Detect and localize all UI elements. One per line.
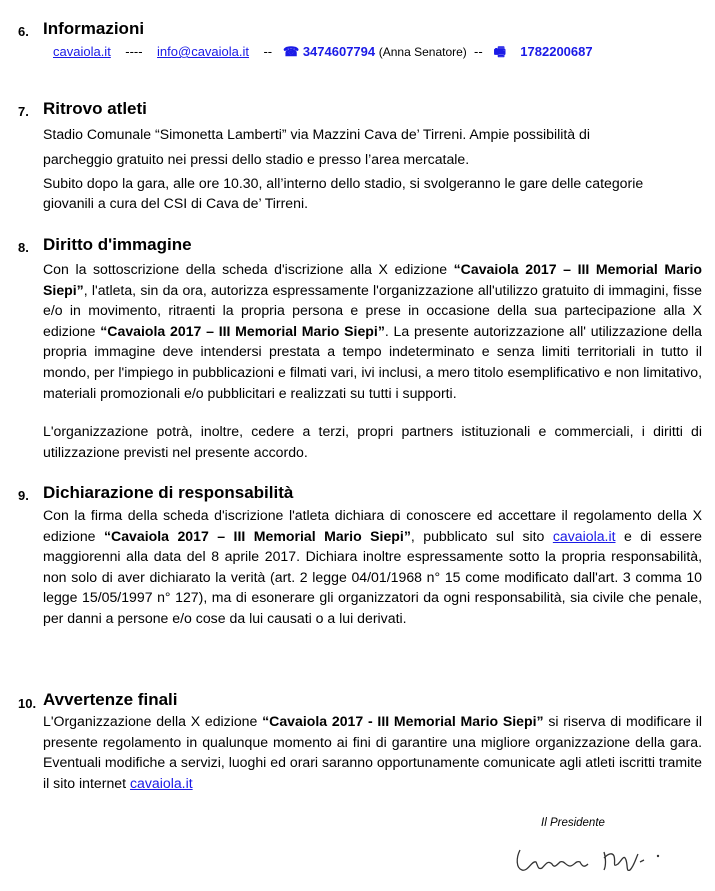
text-line: Subito dopo la gara, alle ore 10.30, all’interno dello stadio, si svolgeranno le gare delle categorie <box>43 175 644 191</box>
text: L'Organizzazione della X edizione <box>43 713 263 729</box>
text: , pubblicato sul sito <box>410 527 553 544</box>
section-number: 8. <box>18 240 29 255</box>
section-number: 6. <box>18 24 29 39</box>
text: e di essere maggiorenni alla data del 8 aprile 2017. Dichiara inoltre espressamente sotto la propria responsabilità, non solo di aver dichiarato la verità (art. 2 legge 04/01/1968 n° 15 come modificato dall'art. 3 comma 10 legge 15/05/1997 n° 127), ma di esonerare gli organizzatori da ogni responsabilità, sia civile che penale, per danni a persone e/o cose da lui causati o a lui derivati. <box>43 527 703 626</box>
paragraph-responsibility <box>43 505 702 629</box>
text-line: Stadio Comunale “Simonetta Lamberti” via Mazzini Cava de’ Tirreni. Ampie possibilità di <box>43 126 591 142</box>
text: si riserva di modificare il presente regolamento in qualunque momento ai fini di garantire una migliore organizzazione della gara. Eventuali modifiche a servizi, luoghi ed orari saranno opportunamente comunicate agli atleti iscritti tramite il sito internet <box>43 713 703 791</box>
paragraph-rights <box>43 259 702 403</box>
separator: -- <box>263 44 273 59</box>
phone-number: 3474607794 <box>302 44 376 59</box>
paragraph-warnings <box>43 711 702 793</box>
section-number: 10. <box>18 696 37 711</box>
site-link[interactable]: cavaiola.it <box>53 44 111 59</box>
text: Con la firma della scheda d'iscrizione l'atleta dichiara di conoscere ed accettare il regolamento della X edizione <box>43 507 702 544</box>
event-name: “Cavaiola 2017 – III Memorial Mario Siepi” <box>43 261 702 298</box>
phone-icon: ☎ <box>282 44 300 59</box>
paragraph-transfer: L'organizzazione potrà, inoltre, cedere a terzi, propri partners istituzionali e commerciali, i diritti di utilizzazione previsti nel presente accordo. <box>43 423 702 460</box>
signature <box>508 830 688 880</box>
section-number: 7. <box>18 104 29 119</box>
section-title-diritto: Diritto d'immagine <box>43 235 192 254</box>
phone-note: (Anna Senatore) <box>378 45 467 59</box>
fax-number: 1782200687 <box>520 44 593 59</box>
event-name: “Cavaiola 2017 - III Memorial Mario Siepi” <box>262 713 544 729</box>
section-title-avvertenze: Avvertenze finali <box>43 690 178 709</box>
section-title-dichiarazione: Dichiarazione di responsabilità <box>43 483 294 502</box>
text: Con la sottoscrizione della scheda d'iscrizione alla X edizione <box>43 261 454 277</box>
text-line: parcheggio gratuito nei pressi dello stadio e presso l’area mercatale. <box>43 151 470 167</box>
site-link[interactable]: cavaiola.it <box>129 774 193 791</box>
president-label: Il Presidente <box>541 817 605 829</box>
separator: -- <box>474 44 483 59</box>
section-number: 9. <box>18 488 29 503</box>
text-line: giovanili a cura del CSI di Cava de’ Tirreni. <box>43 195 309 211</box>
text: . La presente autorizzazione all' utilizzazione della propria immagine deve intendersi prestata a tempo indeterminato e senza limiti territoriali in tutto il mondo, per l'impiego in pubblicazioni e filmati vari, ivi inclusi, a mero titolo esemplificativo e non limitativo, materiali promozionali e/o pubblicitari e realizzati su tutti i supporti. <box>43 322 703 401</box>
section-title-informazioni: Informazioni <box>43 19 145 38</box>
site-link[interactable]: cavaiola.it <box>552 527 616 544</box>
event-name: “Cavaiola 2017 – III Memorial Mario Siepi” <box>103 527 411 544</box>
event-name: “Cavaiola 2017 – III Memorial Mario Siepi” <box>100 322 385 339</box>
contact-line <box>53 43 593 65</box>
section-title-ritrovo: Ritrovo atleti <box>43 99 147 118</box>
text: , l'atleta, sin da ora, autorizza espressamente l'organizzazione all'utilizzo gratuito di immagini, fisse e/o in movimento, ritraenti la propria persona e prese in occasione della sua partecipazione alla X edizione <box>43 281 702 339</box>
email-link[interactable]: info@cavaiola.it <box>157 44 250 59</box>
fax-icon: 🖷 <box>493 44 506 59</box>
separator: ---- <box>125 44 143 59</box>
